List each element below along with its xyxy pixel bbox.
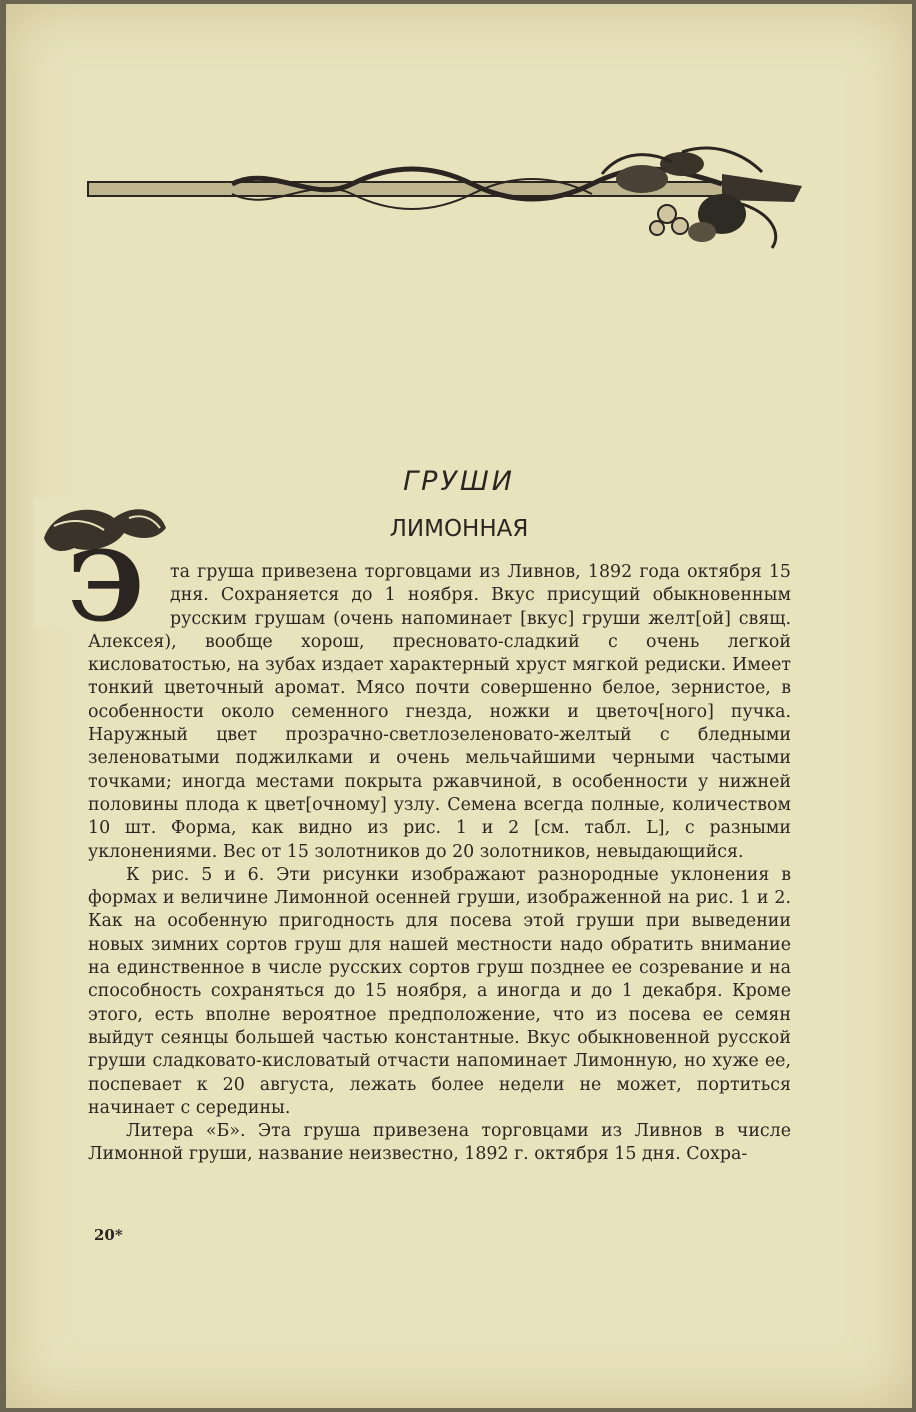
ornamental-branch-headpiece xyxy=(82,144,812,254)
signature-mark: 20* xyxy=(94,1226,123,1244)
section-heading: ЛИМОННАЯ xyxy=(389,516,529,542)
drop-cap-letter: Э xyxy=(67,530,145,626)
page-title: ГРУШИ xyxy=(403,466,515,497)
drop-cap-space xyxy=(88,561,170,627)
paragraph: К рис. 5 и 6. Эти рисунки изображают разнородные уклонения в формах и величине Лимонной осенней груши, изображенной на рис. 1 и 2. Как на особенную пригодность для посева этой груши при выведении новых зимних сортов груш для нашей местности надо обратить внимание на единственное в числе русских сортов груш позднее ее созревание и на способность сохраняться до 15 ноября, а иногда и до 1 декабря. Кроме этого, есть вполне вероятное предположение, что из посева ее семян выйдут сеянцы большей частью константные. Вкус обыкновенной русской груши сладковато-кисловатый отчасти напоминает Лимонную, но хуже ее, поспевает к 20 августа, лежать более недели не может, портиться начинает с середины. xyxy=(88,864,791,1118)
body-text xyxy=(88,561,791,1167)
page xyxy=(6,4,912,1408)
paragraph-text: та груша привезена торговцами из Ливнов, 1892 года октября 15 дня. Сохраняется до 1 ноября. Вкус присущий обыкновенным русским грушам (очень напоминает [вкус] груши желт[ой] свящ. Алексея), вообще хорош, пресновато-сладкий с очень легкой кисловатостью, на зубах издает характерный хруст мягкой редиски. Имеет тонкий цветочный аромат. Мясо почти совершенно белое, зернистое, в особенности около семенного гнезда, ножки и цветоч[ного] пучка. Наружный цвет прозрачно-светлозеленовато-желтый с бледными зеленоватыми поджилками и очень мельчайшими черными частыми точками; иногда местами покрыта ржавчиной, в особенности у нижней половины плода к цвет[очному] узлу. Семена всегда полные, количеством 10 шт. Форма, как видно из рис. 1 и 2 [см. табл. L], с разными уклонениями. Вес от 15 золотников до 20 золотников, невыдающийся. xyxy=(88,562,791,862)
paragraph: Литера «Б». Эта груша привезена торговцами из Ливнов в числе Лимонной груши, название неизвестно, 1892 г. октября 15 дня. Сохра- xyxy=(88,1121,791,1165)
paragraph xyxy=(88,561,791,864)
